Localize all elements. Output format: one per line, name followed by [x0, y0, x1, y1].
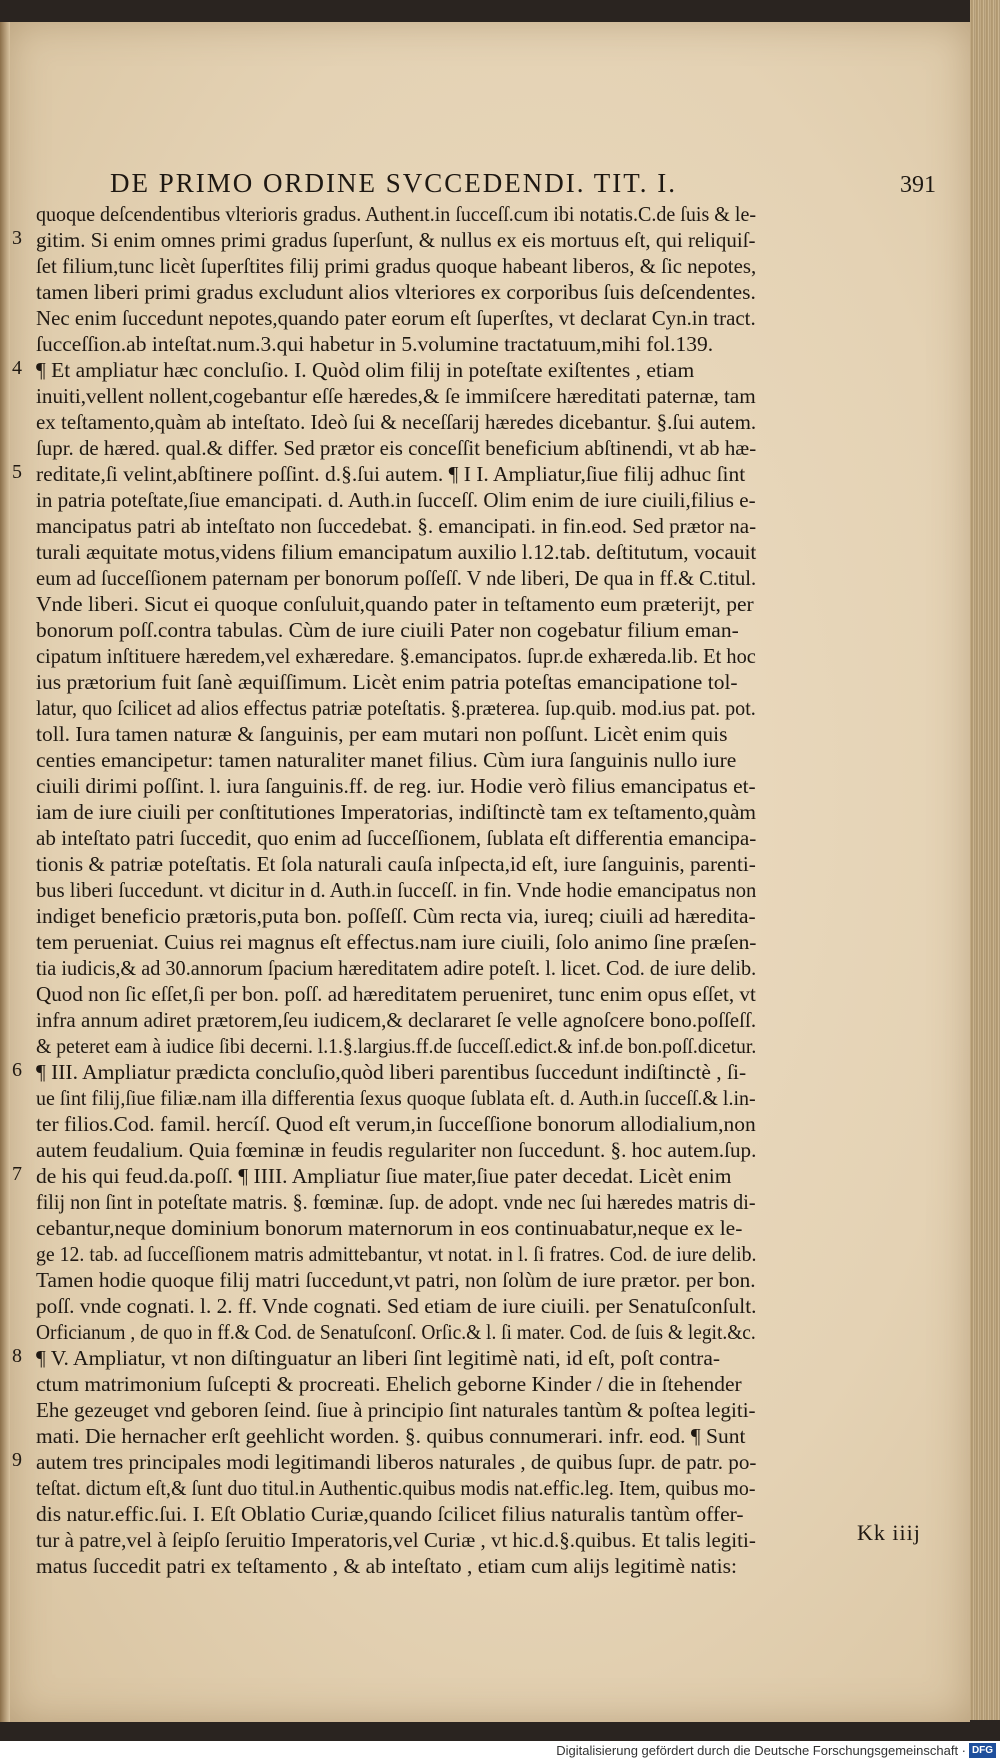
text-line: dis natur.effic.ſui. I. Eſt Oblatio Curiæ,quando ſcilicet filius naturalis tantùm offer-: [36, 1502, 744, 1526]
text-line: in patria poteſtate,ſiue emancipati. d. Auth.in ſucceſſ. Olim enim de iure ciuili,filius e-: [36, 488, 756, 512]
text-line: teſtat. dictum eſt,& ſunt duo titul.in Authentic.quibus modis nat.effic.leg. Item, quibus mo-: [36, 1476, 756, 1500]
text-line: ex teſtamento,quàm ab inteſtato. Ideò ſui & neceſſarij hæredes dicebantur. §.ſui autem.: [36, 410, 757, 434]
text-line: ¶ Et ampliatur hæc concluſio. I. Quòd olim filij in poteſtate exiſtentes , etiam: [36, 358, 695, 382]
margin-number: 3: [12, 227, 22, 249]
text-line: cipatum inſtituere hæredem,vel exhæredare. §.emancipatos. ſupr.de exhæreda.lib. Et hoc: [36, 644, 756, 668]
text-line: indiget beneficio prætoris,puta bon. poſſeſſ. Cùm recta via, iureq; ciuili ad hæredita-: [36, 904, 756, 928]
text-line: ge 12. tab. ad ſucceſſionem matris admittebantur, vt notat. in l. ſi fratres. Cod. de iure delib.: [36, 1242, 757, 1266]
text-line: mati. Die hernacher erſt geehlicht worden. §. quibus connumerari. infr. eod. ¶ Sunt: [36, 1424, 746, 1448]
text-line: ſupr. de hæred. qual.& differ. Sed prætor eis conceſſit beneficium abſtinendi, vt ab hæ-: [36, 436, 757, 460]
dfg-logo: DFG: [969, 1743, 996, 1758]
text-line: matus ſuccedit patri ex teſtamento , & ab inteſtato , etiam cum alijs legitimè natis:: [36, 1554, 737, 1578]
text-line: autem feudalium. Quia fœminæ in feudis regulariter non ſuccedunt. §. hoc autem.ſup.: [36, 1138, 757, 1162]
digitization-footer: [0, 1741, 1000, 1761]
text-line: de his qui feud.da.poſſ. ¶ IIII. Ampliatur ſiue mater,ſiue pater decedat. Licèt enim: [36, 1164, 732, 1188]
text-line: ius prætorium fuit ſanè æquiſſimum. Licèt enim patria poteſtas emancipatione tol-: [36, 670, 738, 694]
text-line: infra annum adiret prætorem,ſeu iudicem,& declararet ſe velle agnoſcere bono.poſſeſſ.: [36, 1008, 757, 1032]
text-line: ſet filium,tunc licèt ſuperſtites filij primi gradus quoque habeant liberos, & ſic nepotes,: [36, 254, 757, 278]
text-line: tionis & patriæ poteſtatis. Et ſola naturali cauſa inſpecta,id eſt, iure ſanguinis, parenti-: [36, 852, 756, 876]
margin-number: 8: [12, 1345, 22, 1367]
text-line: quoque deſcendentibus vlterioris gradus. Authent.in ſucceſſ.cum ibi notatis.C.de ſuis & le-: [36, 202, 757, 226]
text-line: filij non ſint in poteſtate matris. §. fœminæ. ſup. de adopt. vnde nec ſui hæredes matris di-: [36, 1190, 756, 1214]
text-line: reditate,ſi velint,abſtinere poſſint. d.§.ſui autem. ¶ I I. Ampliatur,ſiue filij adhuc ſint: [36, 462, 746, 486]
text-line: turali æquitate motus,videns filium emancipatum auxilio l.12.tab. deſtitutum, vocauit: [36, 540, 757, 564]
text-line: autem tres principales modi legitimandi liberos naturales , de quibus ſupr. de patr. po-: [36, 1450, 757, 1474]
text-line: centies emancipetur: tamen naturaliter manet filius. Cùm iura ſanguinis nullo iure: [36, 748, 737, 772]
text-line: poſſ. vnde cognati. l. 2. ff. Vnde cognati. Sed etiam de iure ciuili. per Senatuſconſult.: [36, 1294, 757, 1318]
margin-number: 4: [12, 357, 22, 379]
page-number: 391: [900, 172, 936, 198]
text-line: Tamen hodie quoque filij matri ſuccedunt,vt patri, non ſolùm de iure prætor. per bon.: [36, 1268, 756, 1292]
text-line: ciuili dirimi poſſint. l. iura ſanguinis.ff. de reg. iur. Hodie verò filius emancipatus et-: [36, 774, 756, 798]
text-line: cebantur,neque dominium bonorum maternorum in eos continuabatur,neque ex le-: [36, 1216, 743, 1240]
text-line: & peteret eam à iudice ſibi decerni. l.1.§.largius.ff.de ſucceſſ.edict.& inf.de bon.poſſ.dicetur.: [36, 1034, 757, 1058]
margin-number: 6: [12, 1059, 22, 1081]
text-line: Nec enim ſuccedunt nepotes,quando pater eorum eſt ſuperſtes, vt declarat Cyn.in tract.: [36, 306, 756, 330]
text-line: mancipatus patri ab inteſtato non ſuccedebat. §. emancipati. in fin.eod. Sed prætor na-: [36, 514, 757, 538]
text-line: toll. Iura tamen naturæ & ſanguinis, per eam mutari non poſſunt. Licèt enim quis: [36, 722, 728, 746]
text-line: iam de iure ciuili per conſtitutiones Imperatorias, indiſtinctè tam ex teſtamento,quàm: [36, 800, 757, 824]
text-line: tamen liberi primi gradus excludunt alios vlteriores ex corporibus ſuis deſcendentes.: [36, 280, 756, 304]
text-line: tur à patre,vel à ſeipſo ſeruitio Imperatoris,vel Curiæ , vt hic.d.§.quibus. Et talis legiti-: [36, 1528, 756, 1552]
text-line: bus liberi ſuccedunt. vt dicitur in d. Auth.in ſucceſſ. in fin. Vnde hodie emancipatus non: [36, 878, 757, 902]
text-line: ter filios.Cod. famil. hercíſ. Quod eſt verum,in ſucceſſione bonorum allodialium,non: [36, 1112, 756, 1136]
text-line: eum ad ſucceſſionem paternam per bonorum poſſeſſ. V nde liberi, De qua in ff.& C.titul.: [36, 566, 757, 590]
text-line: tia iudicis,& ad 30.annorum ſpacium hæreditatem adire poteſt. l. licet. Cod. de iure delib.: [36, 956, 757, 980]
text-line: latur, quo ſcilicet ad alios effectus patriæ poteſtatis. §.præterea. ſup.quib. mod.ius pat. pot.: [36, 696, 756, 720]
text-line: ctum matrimonium ſuſcepti & procreati. Ehelich geborne Kinder / die in ſtehender: [36, 1372, 742, 1396]
text-line: gitim. Si enim omnes primi gradus ſuperſunt, & nullus ex eis mortuus eſt, qui reliquiſ-: [36, 228, 756, 252]
text-line: Ehe gezeuget vnd geboren ſeind. ſiue à principio ſint naturales tantùm & poſtea legiti-: [36, 1398, 756, 1422]
text-line: Vnde liberi. Sicut ei quoque conſuluit,quando pater in teſtamento eum præterijt, per: [36, 592, 754, 616]
margin-number: 9: [12, 1449, 22, 1471]
margin-number: 7: [12, 1163, 22, 1185]
text-line: Orficianum , de quo in ff.& Cod. de Senatuſconſ. Orſic.& l. ſi mater. Cod. de ſuis & legit.&c.: [36, 1320, 756, 1344]
signature-mark: Kk iiij: [857, 1520, 921, 1545]
text-line: ue ſint filij,ſiue filiæ.nam illa differentia ſexus quoque ſublata eſt. d. Auth.in ſucceſſ.& l.in-: [36, 1086, 756, 1110]
text-line: ab inteſtato patri ſuccedit, quo enim ad ſucceſſionem, ſublata eſt differentia emancipa-: [36, 826, 757, 850]
text-line: ¶ V. Ampliatur, vt non diſtinguatur an liberi ſint legitimè nati, id eſt, poſt contra-: [36, 1346, 721, 1370]
text-line: bonorum poſſ.contra tabulas. Cùm de iure ciuili Pater non cogebatur filium eman-: [36, 618, 739, 642]
running-head: DE PRIMO ORDINE SVCCEDENDI. TIT. I.: [110, 168, 677, 198]
text-line: ſucceſſion.ab inteſtat.num.3.qui habetur in 5.volumine tractatuum,mihi fol.139.: [36, 332, 714, 356]
text-line: inuiti,vellent nollent,cogebantur eſſe hæredes,& ſe immiſcere hæreditati paternæ, tam: [36, 384, 756, 408]
text-line: Quod non ſic eſſet,ſi per bon. poſſ. ad hæreditatem perueniret, tunc enim opus eſſet, vt: [36, 982, 756, 1006]
footer-credit: Digitalisierung gefördert durch die Deutsche Forschungsgemeinschaft ·: [556, 1743, 966, 1758]
text-line: tem perueniat. Cuius rei magnus eſt effectus.nam iure ciuili, ſolo animo ſine præſen-: [36, 930, 757, 954]
text-line: ¶ III. Ampliatur prædicta concluſio,quòd liberi parentibus ſuccedunt indiſtinctè , ſi-: [36, 1060, 747, 1084]
margin-number: 5: [12, 461, 22, 483]
